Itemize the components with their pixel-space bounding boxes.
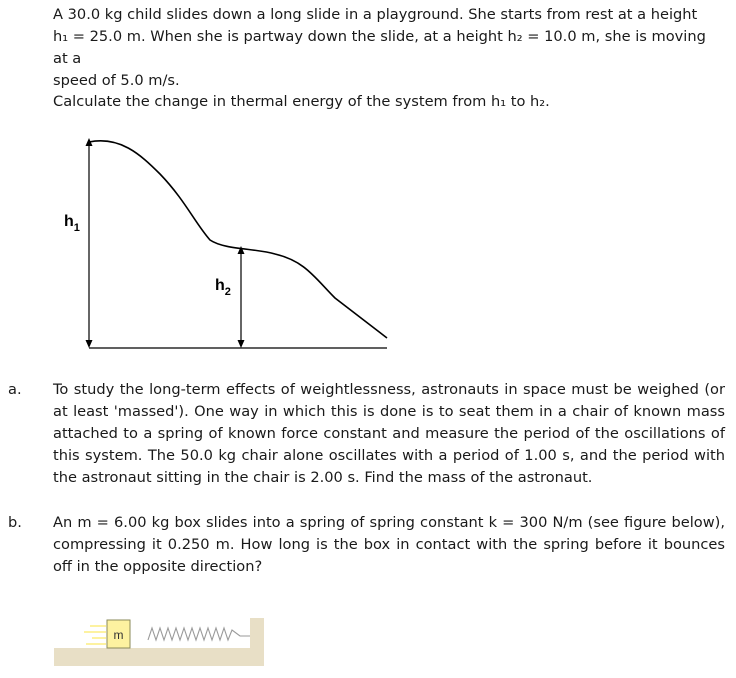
h2-label: $h_2$ (215, 277, 231, 298)
spring-box-diagram (54, 612, 268, 668)
problem-intro (53, 4, 725, 92)
part-a-label: a. (8, 381, 22, 398)
motion-lines (84, 626, 106, 644)
slide-diagram (60, 128, 400, 354)
intro-question: Calculate the change in thermal energy of the system from h₁ to h₂. (53, 93, 550, 110)
ground-block (54, 648, 264, 666)
part-b-text: An m = 6.00 kg box slides into a spring of spring constant k = 300 N/m (see figure below), compressing it 0.250 m. How long is the box in contact with the spring before it bounces off in the opposite direction? (53, 514, 725, 575)
part-b-label: b. (8, 514, 22, 531)
intro-line-3: speed of 5.0 m/s. (53, 72, 180, 89)
box-label: m (113, 628, 124, 642)
h1-label: $h_1$ (64, 213, 80, 234)
intro-line-2: h₁ = 25.0 m. When she is partway down the slide, at a height h₂ = 10.0 m, she is moving at a (53, 28, 706, 67)
h2-arrow (238, 246, 245, 348)
wall (250, 618, 264, 648)
slide-curve (89, 141, 387, 338)
intro-line-1: A 30.0 kg child slides down a long slide in a playground. She starts from rest at a height (53, 6, 698, 23)
h1-arrow (86, 138, 93, 348)
part-a-text: To study the long-term effects of weightlessness, astronauts in space must be weighed (or at least 'massed'). One way in which this is done is to seat them in a chair of known mass attached to a spring of known force constant and measure the period of the oscillations of this system. The 50.0 kg chair alone oscillates with a period of 1.00 s, and the period with the astronaut sitting in the chair is 2.00 s. Find the mass of the astronaut. (53, 381, 725, 486)
spring-coil (148, 628, 250, 640)
